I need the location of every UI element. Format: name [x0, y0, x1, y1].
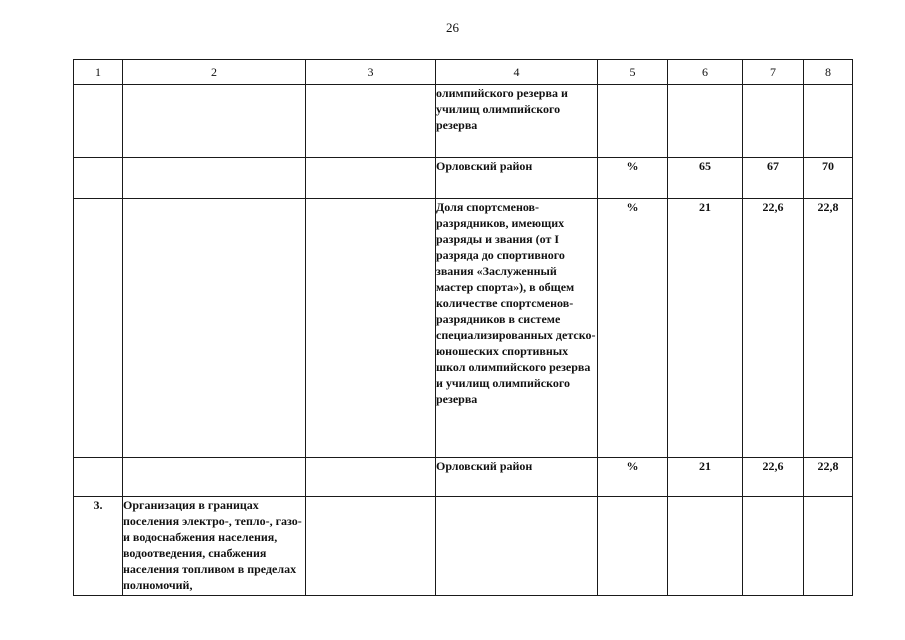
cell-value-8: 22,8	[804, 458, 853, 497]
cell-number	[74, 199, 123, 458]
cell-value-6: 21	[668, 199, 743, 458]
page-number: 26	[446, 20, 459, 35]
table-row	[74, 497, 853, 596]
cell-indicator: Орловский район	[436, 158, 598, 199]
cell-unit: %	[598, 458, 668, 497]
table-row	[74, 158, 853, 199]
column-header-4: 4	[436, 60, 598, 85]
cell-number	[74, 158, 123, 199]
cell-name	[123, 199, 306, 458]
column-header-8: 8	[804, 60, 853, 85]
table-row	[74, 458, 853, 497]
cell-value-6: 21	[668, 458, 743, 497]
cell-value-7: 67	[743, 158, 804, 199]
column-header-1: 1	[74, 60, 123, 85]
cell-unit	[598, 497, 668, 596]
column-header-2: 2	[123, 60, 306, 85]
cell-col3	[306, 158, 436, 199]
cell-col3	[306, 458, 436, 497]
cell-value-8	[804, 497, 853, 596]
cell-value-8: 22,8	[804, 199, 853, 458]
column-header-7: 7	[743, 60, 804, 85]
cell-unit	[598, 85, 668, 158]
cell-number	[74, 458, 123, 497]
cell-col3	[306, 199, 436, 458]
cell-value-7: 22,6	[743, 458, 804, 497]
cell-name	[123, 458, 306, 497]
cell-indicator: Орловский район	[436, 458, 598, 497]
cell-unit: %	[598, 199, 668, 458]
cell-indicator: олимпийского резерва и училищ олимпийского резерва	[436, 85, 598, 158]
cell-unit: %	[598, 158, 668, 199]
cell-name	[123, 85, 306, 158]
column-header-6: 6	[668, 60, 743, 85]
cell-value-7	[743, 85, 804, 158]
cell-value-8	[804, 85, 853, 158]
cell-number: 3.	[74, 497, 123, 596]
column-header-3: 3	[306, 60, 436, 85]
cell-value-7: 22,6	[743, 199, 804, 458]
cell-value-6	[668, 85, 743, 158]
table-header-row	[74, 60, 853, 85]
column-header-5: 5	[598, 60, 668, 85]
cell-indicator	[436, 497, 598, 596]
cell-col3	[306, 497, 436, 596]
cell-name	[123, 158, 306, 199]
table-row	[74, 199, 853, 458]
cell-value-7	[743, 497, 804, 596]
cell-indicator: Доля спортсменов-разрядников, имеющих разряды и звания (от I разряда до спортивного звания «Заслуженный мастер спорта»), в общем количестве спортсменов-разрядников в системе специализированных детско-юношеских спортивных школ олимпийского резерва и училищ олимпийского резерва	[436, 199, 598, 458]
cell-value-6	[668, 497, 743, 596]
table-row	[74, 85, 853, 158]
cell-col3	[306, 85, 436, 158]
cell-value-8: 70	[804, 158, 853, 199]
indicators-table	[73, 59, 853, 596]
cell-name: Организация в границах поселения электро-, тепло-, газо- и водоснабжения населения, водоотведения, снабжения населения топливом в пределах полномочий,	[123, 497, 306, 596]
cell-value-6: 65	[668, 158, 743, 199]
cell-number	[74, 85, 123, 158]
